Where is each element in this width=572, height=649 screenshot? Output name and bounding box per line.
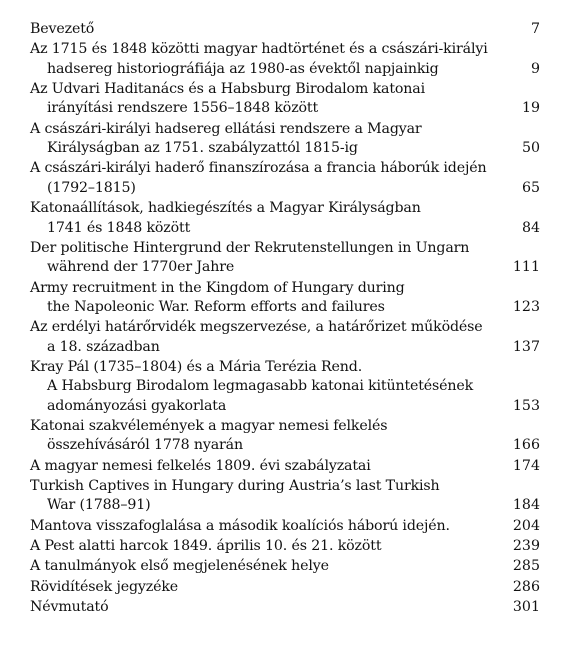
toc-entry-page-number: 137 [512,338,540,355]
toc-entry-title-line: Der politische Hintergrund der Rekrutenstellungen in Ungarn [30,239,470,256]
toc-entry-page-number: 301 [512,598,540,615]
toc-entry[interactable] [30,120,540,159]
toc-entry-page-number: 111 [512,259,540,276]
toc-entry-title-line: adományozási gyakorlata [47,397,227,414]
toc-entry[interactable] [30,477,540,516]
toc-entry[interactable] [30,239,540,278]
toc-entry-title-line: A császári-királyi haderő finanszírozása a francia háborúk idején [30,160,487,177]
toc-entry-title [30,517,513,536]
toc-entry-page-number: 65 [521,179,540,196]
toc-entry[interactable] [30,318,540,357]
toc-entry-title [30,239,513,278]
toc-entry-page-number: 285 [512,558,540,575]
toc-entry-title [30,80,522,119]
toc-entry-title-line: A Habsburg Birodalom legmagasabb katonai kitüntetésének [47,378,474,395]
toc-entry-page-number: 174 [512,457,540,474]
toc-entry[interactable] [30,598,540,617]
toc-entry[interactable] [30,537,540,556]
toc-entry[interactable] [30,159,540,198]
toc-entry-page-number: 153 [512,397,540,414]
toc-entry[interactable] [30,578,540,597]
toc-entry-title-line: A magyar nemesi felkelés 1809. évi szabályzatai [30,457,371,474]
toc-entry-title-line: Az Udvari Haditanács és a Habsburg Birodalom katonai [30,81,425,97]
toc-entry-title [30,417,513,456]
toc-entry-title-line: 1741 és 1848 között [47,219,191,236]
toc-entry-title [30,20,531,39]
toc-entry-title-line: Királyságban az 1751. szabályzattól 1815-ig [47,140,358,157]
toc-entry-page-number: 286 [512,578,540,595]
toc-entry[interactable] [30,417,540,456]
toc-entry-title [30,537,513,556]
toc-entry-title-line: Bevezető [30,21,95,37]
toc-entry-title [30,557,513,576]
toc-entry[interactable] [30,358,540,416]
toc-entry-page-number: 19 [521,100,540,117]
toc-entry-title [30,358,513,416]
toc-entry[interactable] [30,517,540,536]
toc-entry-title-line: a 18. században [47,338,160,355]
toc-entry-page-number: 9 [530,60,540,77]
toc-entry-page-number: 184 [512,497,540,514]
toc-entry-title [30,199,522,238]
toc-entry-page-number: 123 [512,298,540,315]
toc-entry-title-line: War (1788–91) [47,497,151,514]
toc-entry-page-number: 239 [512,538,540,555]
toc-entry-title-line: Army recruitment in the Kingdom of Hungary during [30,279,405,296]
toc-entry-title [30,598,513,617]
toc-entry[interactable] [30,557,540,576]
toc-entry[interactable] [30,40,540,79]
toc-entry[interactable] [30,457,540,476]
toc-entry[interactable] [30,279,540,318]
toc-entry-title-line: Turkish Captives in Hungary during Austria’s last Turkish [30,478,440,495]
toc-entry-title-line: A császári-királyi hadsereg ellátási rendszere a Magyar [30,120,422,137]
toc-entry-title [30,40,531,79]
toc-entry[interactable] [30,80,540,119]
toc-entry-page-number: 84 [521,219,540,236]
toc-entry-title-line: összehívásáról 1778 nyarán [47,437,243,454]
toc-entry-title [30,457,513,476]
toc-entry-title-line: Rövidítések jegyzéke [30,578,179,595]
toc-entry-title-line: Kray Pál (1735–1804) és a Mária Terézia Rend. [30,358,363,375]
toc-entry-title-line: Katonai szakvélemények a magyar nemesi felkelés [30,418,388,435]
toc-entry[interactable] [30,199,540,238]
toc-entry-page-number: 204 [512,517,540,534]
toc-entry-title-line: hadsereg historiográfiája az 1980-as évektől napjainkig [47,60,439,77]
toc-entry-title-line: A tanulmányok első megjelenésének helye [30,558,329,575]
toc-entry-title [30,120,522,159]
toc-entry-title-line: Az 1715 és 1848 közötti magyar hadtörténet és a császári-királyi [30,41,488,58]
toc-entry-title [30,159,522,198]
toc-entry[interactable] [30,20,540,39]
toc-entry-title-line: irányítási rendszere 1556–1848 között [47,100,319,117]
toc-entry-title-line: Katonaállítások, hadkiegészítés a Magyar Királyságban [30,200,421,217]
toc-entry-title-line: Névmutató [30,598,109,615]
toc-entry-title [30,279,513,318]
toc-entry-title-line: während der 1770er Jahre [47,259,235,276]
toc-entry-page-number: 7 [530,21,540,37]
toc-entry-title [30,578,513,597]
toc-entry-title [30,477,513,516]
toc-entry-page-number: 50 [521,140,540,157]
toc-entry-title-line: the Napoleonic War. Reform efforts and failures [47,298,385,315]
toc-entry-title [30,318,513,357]
toc-entry-page-number: 166 [512,437,540,454]
toc-entry-title-line: (1792–1815) [47,179,136,196]
toc-entry-title-line: A Pest alatti harcok 1849. április 10. és 21. között [30,538,382,555]
toc-entry-title-line: Az erdélyi határőrvidék megszervezése, a határőrizet működése [30,319,483,336]
toc-entry-title-line: Mantova visszafoglalása a második koalíciós háború idején. [30,517,450,534]
table-of-contents [30,20,540,618]
